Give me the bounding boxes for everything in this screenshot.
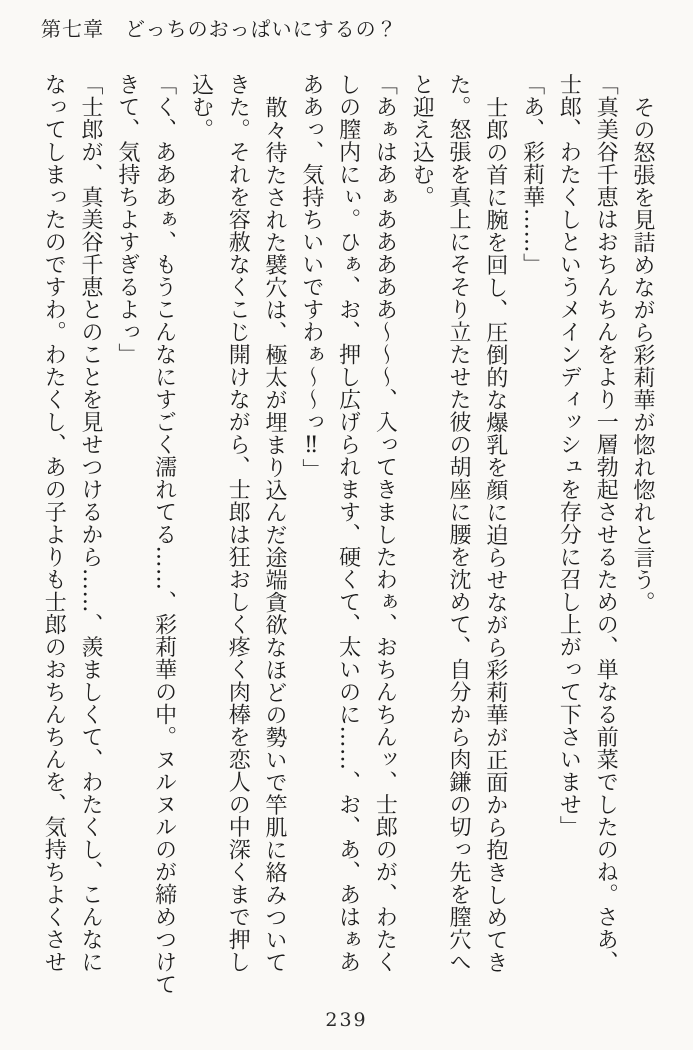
text-column: なってしまったのですわ。わたくし、あの子よりも士郎のおちんちんを、気持ちよくさせ (41, 73, 67, 973)
chapter-title: どっちのおっぱいにするの？ (125, 17, 398, 41)
page-text (34, 73, 660, 1008)
text-column: と迎え込む。 (409, 73, 435, 208)
text-column: た。怒張を真上にそそり立たせた彼の胡座に腰を沈めて、自分から肉鎌の切っ先を膣穴へ (446, 73, 472, 973)
text-column: 士郎の首に腕を回し、圧倒的な爆乳を顔に迫らせながら彩莉華が正面から抱きしめてき (482, 95, 508, 973)
text-column: しの膣内にぃ。ひぁ、お、押し広げられます、硬くて、太いのに……、お、あ、あはぁあ (335, 73, 361, 973)
text-column: 散々待たされた襞穴は、極太が埋まり込んだ途端貪欲なほどの勢いで竿肌に絡みついて (262, 95, 288, 973)
text-column: 込む。 (188, 73, 214, 141)
text-column: 「真美谷千恵はおちんちんをより一層勃起させるための、単なる前菜でしたのね。さあ、 (593, 73, 619, 973)
chapter-number: 第七章 (41, 17, 104, 41)
text-column: 「あぁはあぁあああああ～～～、入ってきましたわぁ、おちんちんッ、士郎のが、わたく (372, 73, 398, 973)
text-column: きて、気持ちよすぎるよっ」 (114, 73, 140, 366)
text-column: 「く、あああぁ、もうこんなにすごく濡れてる……、彩莉華の中。ヌルヌルのが締めつけて (151, 73, 177, 996)
text-column: 「士郎が、真美谷千恵とのことを見せつけるから……、羨ましくて、わたくし、こんなに (78, 73, 104, 973)
running-head (41, 13, 398, 42)
text-column: その怒張を見詰めながら彩莉華が惚れ惚れと言う。 (630, 95, 655, 613)
text-column: きた。それを容赦なくこじ開けながら、士郎は狂おしく疼く肉棒を恋人の中深くまで押し (225, 73, 251, 973)
text-column: 「あ、彩莉華……」 (519, 73, 545, 276)
text-column: 士郎、わたくしというメインディッシュを存分に召し上がって下さいませ」 (556, 73, 582, 838)
page-number: 239 (325, 1009, 368, 1031)
text-column: ああっ、気持ちいいですわぁ～～っ‼」 (298, 73, 324, 481)
